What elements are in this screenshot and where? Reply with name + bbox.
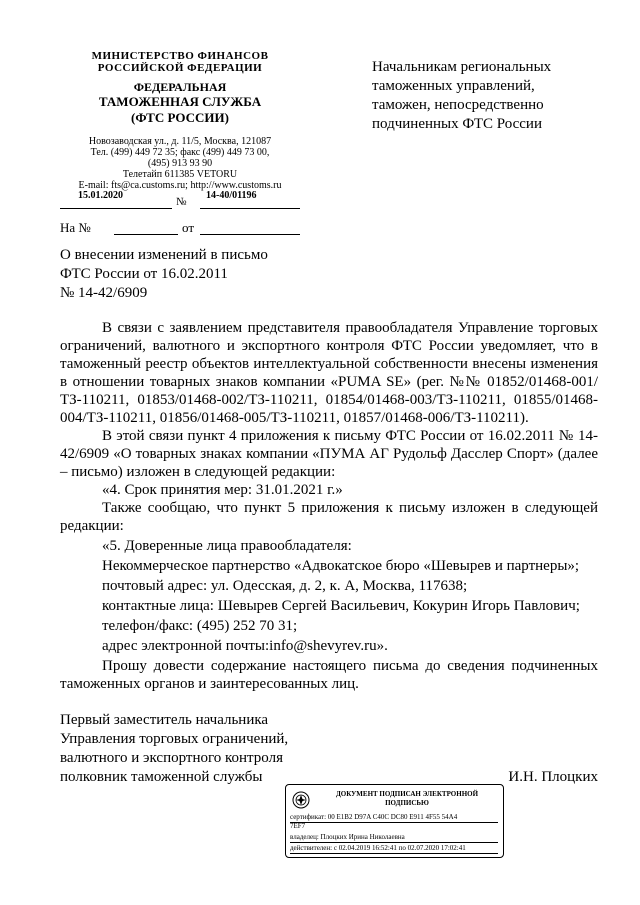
body-paragraph: Прошу довести содержание настоящего письма до сведения подчиненных таможенных органов и заинтересованных лиц. <box>60 658 598 692</box>
agency-line: ТАМОЖЕННАЯ СЛУЖБА <box>98 94 262 109</box>
body-paragraph: «5. Доверенные лица правообладателя: <box>102 538 352 554</box>
reply-date-underline <box>200 234 300 235</box>
body-paragraph: «4. Срок принятия мер: 31.01.2021 г.» <box>102 482 343 498</box>
addressee-line: Начальникам региональных <box>372 59 552 75</box>
letterhead <box>60 50 300 191</box>
reply-number-underline <box>114 234 178 235</box>
body-paragraph: телефон/факс: (495) 252 70 31; <box>102 618 298 634</box>
in-reply-line <box>60 220 300 238</box>
certificate-line: сертификат: 00 E1B2 D97A C40C DC80 E911 4F55 54A4 <box>290 813 498 823</box>
registration-number: 14-40/01196 <box>206 190 257 201</box>
addressee-line: таможенных управлений, <box>372 78 535 94</box>
teletype-line: Телетайп 611385 VETORU <box>122 169 238 180</box>
signer-name: И.Н. Плоцких <box>508 769 598 785</box>
e-signature-stamp <box>285 784 504 858</box>
ministry-line: РОССИЙСКОЙ ФЕДЕРАЦИИ <box>97 62 263 74</box>
letter-body <box>60 319 598 693</box>
in-reply-label: На № <box>60 220 91 235</box>
addressee-line: таможен, непосредственно <box>372 97 544 113</box>
certificate-line: 7EF7 <box>290 822 306 830</box>
stamp-title-line: ДОКУМЕНТ ПОДПИСАН ЭЛЕКТРОННОЙ <box>335 790 479 798</box>
addressee-line: подчиненных ФТС России <box>372 116 542 132</box>
position-line: Управления торговых ограничений, <box>60 731 289 747</box>
registration-date: 15.01.2020 <box>78 190 123 201</box>
stamp-title <box>314 790 500 808</box>
phone-line: (495) 913 93 90 <box>147 158 213 169</box>
addressee <box>372 58 592 134</box>
date-underline <box>60 208 172 209</box>
ministry-line: МИНИСТЕРСТВО ФИНАНСОВ <box>91 50 269 62</box>
agency-line: ФЕДЕРАЛЬНАЯ <box>133 80 227 94</box>
from-label: от <box>182 220 195 235</box>
subject-line: № 14-42/6909 <box>60 285 148 301</box>
letter-subject <box>60 246 320 303</box>
email-line: E-mail: fts@ca.customs.ru; http://www.customs.ru <box>78 180 282 191</box>
seal-icon <box>292 791 310 809</box>
number-sign: № <box>176 196 187 208</box>
body-paragraph: В связи с заявлением представителя правообладателя Управление торговых ограничений, валютного и экспортного контроля ФТС России уведомляет, что в таможенный реестр объектов интеллектуальной собственности внесены изменения в отношении товарных знаков компании «PUMA SE» (рег. №№ 01852/01468-001/ТЗ-110211, 01853/01468-002/ТЗ-110211, 01854/01468-003/ТЗ-110211, 01855/01468-004/ТЗ-110211, 01856/01468-005/ТЗ-110211, 01857/01468-006/ТЗ-110211). <box>60 320 598 426</box>
agency-abbreviation: (ФТС РОССИИ) <box>131 110 229 125</box>
body-paragraph: В этой связи пункт 4 приложения к письму ФТС России от 16.02.2011 № 14-42/6909 «О товарных знаках компании «ПУМА АГ Рудольф Дасслер Спорт» (далее – письмо) изложен в следующей редакции: <box>60 428 598 480</box>
position-line: Первый заместитель начальника <box>60 712 269 728</box>
body-paragraph: Также сообщаю, что пункт 5 приложения к письму изложен в следующей редакции: <box>60 500 598 534</box>
subject-line: ФТС России от 16.02.2011 <box>60 266 228 282</box>
body-paragraph: контактные лица: Шевырев Сергей Васильевич, Кокурин Игорь Павлович; <box>102 598 580 614</box>
position-line: полковник таможенной службы <box>60 769 263 785</box>
owner-line: владелец: Плоцких Ирина Николаевна <box>290 833 498 843</box>
phone-line: Тел. (499) 449 72 35; факс (499) 449 73 00, <box>90 147 270 158</box>
body-paragraph: адрес электронной почты:info@shevyrev.ru». <box>102 638 388 654</box>
signature-position <box>60 711 360 787</box>
body-paragraph: почтовый адрес: ул. Одесская, д. 2, к. А, Москва, 117638; <box>102 578 468 594</box>
body-paragraph: Некоммерческое партнерство «Адвокатское бюро «Шевырев и партнеры»; <box>102 558 580 574</box>
subject-line: О внесении изменений в письмо <box>60 247 268 263</box>
position-line: валютного и экспортного контроля <box>60 750 283 766</box>
number-underline <box>200 208 300 209</box>
agency-address <box>60 136 300 191</box>
registration-line <box>60 190 300 214</box>
stamp-title-line: ПОДПИСЬЮ <box>385 799 429 807</box>
validity-line: действителен: с 02.04.2019 16:52:41 по 02.07.2020 17:02:41 <box>290 844 498 854</box>
address-line: Новозаводская ул., д. 11/5, Москва, 121087 <box>88 136 272 147</box>
